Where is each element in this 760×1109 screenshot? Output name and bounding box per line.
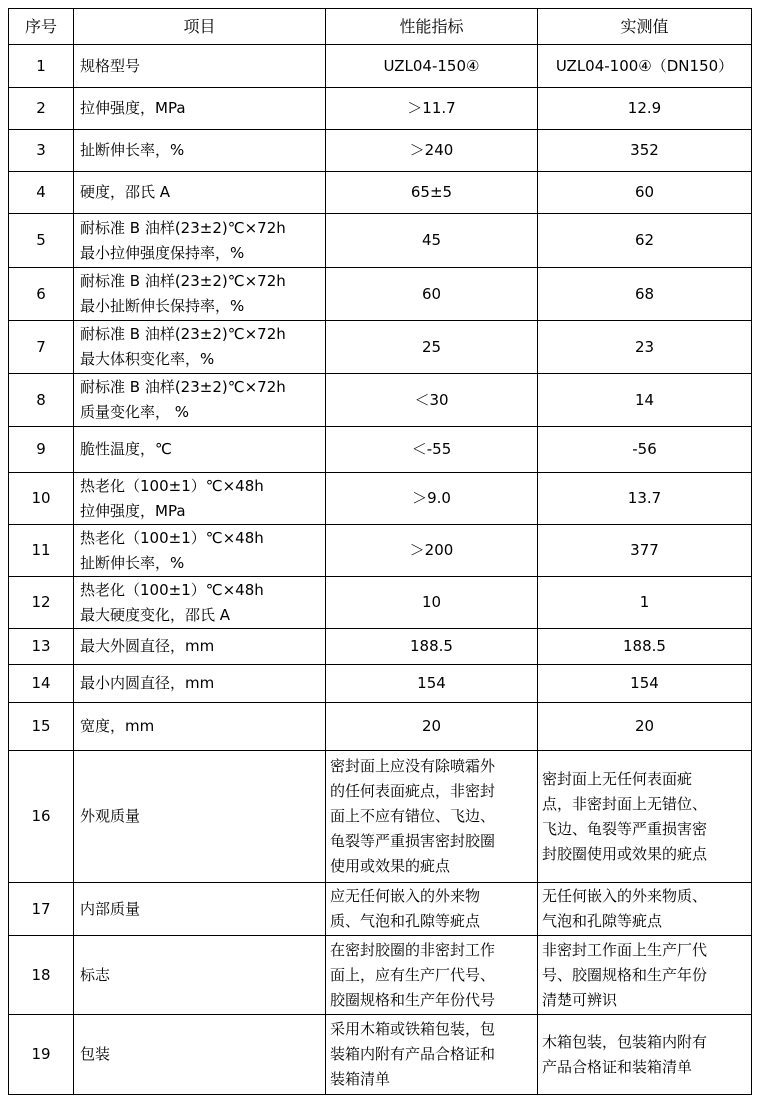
spec-cell-line: 装箱内附有产品合格证和: [330, 1045, 496, 1063]
spec-cell: [326, 130, 538, 172]
measured-cell-line: 飞边、龟裂等严重损害密: [542, 819, 708, 838]
measured-cell: [538, 525, 752, 577]
item-cell-line: 外观质量: [80, 807, 141, 825]
measured-cell: [538, 577, 752, 629]
spec-cell-line: 面上不应有错位、飞边、: [330, 807, 496, 825]
spec-cell-line: 60: [421, 284, 442, 303]
table-row: [9, 525, 752, 577]
spec-cell-line: 65±5: [410, 183, 453, 201]
item-cell-line: 宽度，mm: [80, 717, 155, 735]
measured-cell-line: UZL04-100④（DN150）: [555, 56, 734, 75]
row-number: 16: [9, 751, 74, 883]
measured-cell-line: 气泡和孔隙等疵点: [542, 912, 663, 930]
measured-cell-line: 无任何嵌入的外来物质、: [542, 887, 708, 905]
spec-cell-line: 20: [421, 717, 442, 735]
spec-cell-line: 龟裂等严重损害密封胶圈: [330, 832, 496, 850]
item-cell: [74, 629, 326, 665]
measured-cell: [538, 703, 752, 751]
item-cell: [74, 883, 326, 936]
row-number: 19: [9, 1015, 74, 1095]
table-row: [9, 88, 752, 130]
row-number: 18: [9, 936, 74, 1015]
table-row: [9, 629, 752, 665]
table-row: [9, 577, 752, 629]
item-cell-line: 热老化（100±1）℃×48h: [80, 476, 264, 495]
item-cell-line: 脆性温度，℃: [80, 440, 172, 458]
spec-cell-line: 25: [421, 337, 442, 356]
item-cell: [74, 45, 326, 88]
spec-cell: [326, 577, 538, 629]
measured-cell: [538, 427, 752, 473]
row-number: 3: [9, 130, 74, 172]
spec-cell-line: 的任何表面疵点，非密封: [330, 782, 496, 800]
measured-cell: [538, 214, 752, 268]
spec-cell-line: ＜30: [414, 390, 449, 409]
spec-cell: [326, 1015, 538, 1095]
row-number: 17: [9, 883, 74, 936]
spec-table: [8, 8, 752, 1095]
spec-cell: [326, 473, 538, 525]
measured-cell: [538, 665, 752, 703]
measured-cell-line: 非密封工作面上生产厂代: [542, 940, 708, 959]
item-cell-line: 耐标准 B 油样(23±2)℃×72h: [80, 325, 286, 343]
spec-cell: [326, 703, 538, 751]
table-row: [9, 374, 752, 427]
spec-cell: [326, 629, 538, 665]
item-cell-line: 最大外圆直径，mm: [80, 637, 215, 655]
item-cell-line: 热老化（100±1）℃×48h: [80, 528, 264, 547]
item-cell-line: 拉伸强度，MPa: [80, 99, 186, 117]
item-cell-line: 标志: [80, 965, 111, 984]
item-cell-line: 热老化（100±1）℃×48h: [80, 580, 264, 599]
item-cell-line: 最小内圆直径，mm: [80, 674, 215, 692]
table-row: [9, 214, 752, 268]
spec-cell-line: ＞11.7: [407, 99, 456, 117]
measured-cell-line: 154: [630, 674, 659, 692]
spec-cell-line: 10: [421, 593, 442, 611]
measured-cell-line: 377: [630, 541, 659, 559]
row-number: 10: [9, 473, 74, 525]
table-row: [9, 665, 752, 703]
item-cell: [74, 525, 326, 577]
measured-cell-line: 352: [630, 141, 659, 159]
item-cell-line: 包装: [80, 1045, 111, 1063]
item-cell-line: 耐标准 B 油样(23±2)℃×72h: [80, 218, 286, 237]
table-row: [9, 1015, 752, 1095]
spec-cell-line: 采用木箱或铁箱包装，包: [330, 1020, 496, 1038]
header-row: [9, 9, 752, 45]
measured-cell: [538, 1015, 752, 1095]
row-number: 1: [9, 45, 74, 88]
measured-cell: [538, 629, 752, 665]
measured-cell: [538, 130, 752, 172]
row-number: 2: [9, 88, 74, 130]
item-cell: [74, 130, 326, 172]
measured-cell-line: 62: [634, 231, 655, 249]
measured-cell-line: 点，非密封面上无错位、: [542, 794, 708, 813]
measured-cell-line: -56: [632, 440, 657, 458]
measured-cell-line: 12.9: [627, 99, 662, 117]
spec-cell-line: 188.5: [410, 637, 453, 655]
item-cell: [74, 427, 326, 473]
item-cell: [74, 703, 326, 751]
item-cell: [74, 172, 326, 214]
spec-cell-line: ＞240: [409, 141, 454, 159]
item-cell: [74, 268, 326, 321]
row-number: 4: [9, 172, 74, 214]
item-cell-line: 拉伸强度，MPa: [80, 501, 186, 520]
measured-cell-line: 188.5: [623, 637, 666, 655]
spec-cell: [326, 525, 538, 577]
item-cell-line: 内部质量: [80, 899, 141, 918]
item-cell: [74, 936, 326, 1015]
measured-cell-line: 68: [634, 284, 655, 303]
table-row: [9, 172, 752, 214]
measured-cell-line: 20: [634, 717, 655, 735]
measured-cell-line: 1: [639, 593, 650, 611]
spec-cell-line: 154: [417, 674, 446, 692]
header-no: 序号: [9, 9, 74, 45]
spec-cell-line: 质、气泡和孔隙等疵点: [330, 912, 481, 930]
item-cell: [74, 374, 326, 427]
spec-cell-line: 使用或效果的疵点: [330, 857, 451, 875]
item-cell-line: 最小拉伸强度保持率，%: [80, 243, 245, 262]
spec-cell: [326, 751, 538, 883]
table-row: [9, 45, 752, 88]
item-cell: [74, 214, 326, 268]
measured-cell-line: 60: [634, 183, 655, 201]
header-item: 项目: [74, 9, 326, 45]
measured-cell-line: 14: [634, 390, 655, 409]
row-number: 8: [9, 374, 74, 427]
measured-cell: [538, 321, 752, 374]
table-row: [9, 268, 752, 321]
measured-cell-line: 号、胶圈规格和生产年份: [542, 965, 708, 984]
spec-cell-line: 面上，应有生产厂代号、: [330, 965, 496, 984]
item-cell-line: 质量变化率， %: [80, 403, 190, 421]
measured-cell-line: 封胶圈使用或效果的疵点: [542, 844, 708, 863]
measured-cell: [538, 45, 752, 88]
item-cell-line: 最大体积变化率，%: [80, 350, 215, 368]
spec-cell: [326, 883, 538, 936]
spec-cell-line: UZL04-150④: [383, 56, 480, 75]
spec-cell-line: 装箱清单: [330, 1070, 391, 1088]
row-number: 12: [9, 577, 74, 629]
spec-cell: [326, 321, 538, 374]
table-row: [9, 936, 752, 1015]
measured-cell: [538, 172, 752, 214]
row-number: 7: [9, 321, 74, 374]
spec-cell: [326, 665, 538, 703]
item-cell: [74, 751, 326, 883]
item-cell-line: 扯断伸长率，%: [80, 141, 185, 159]
measured-cell-line: 产品合格证和装箱清单: [542, 1057, 693, 1076]
row-number: 9: [9, 427, 74, 473]
table-row: [9, 130, 752, 172]
table-row: [9, 473, 752, 525]
spec-cell: [326, 214, 538, 268]
measured-cell-line: 23: [634, 337, 655, 356]
spec-cell-line: 在密封胶圈的非密封工作: [330, 940, 496, 959]
item-cell: [74, 577, 326, 629]
spec-cell-line: 应无任何嵌入的外来物: [330, 887, 481, 905]
measured-cell: [538, 751, 752, 883]
measured-cell-line: 13.7: [627, 489, 662, 507]
table-row: [9, 751, 752, 883]
spec-cell: [326, 172, 538, 214]
row-number: 11: [9, 525, 74, 577]
spec-cell-line: 胶圈规格和生产年份代号: [330, 990, 496, 1009]
item-cell: [74, 88, 326, 130]
table-row: [9, 427, 752, 473]
table-row: [9, 883, 752, 936]
item-cell: [74, 665, 326, 703]
item-cell-line: 规格型号: [80, 56, 141, 75]
measured-cell-line: 清楚可辨识: [542, 990, 618, 1009]
measured-cell-line: 密封面上无任何表面疵: [542, 769, 693, 788]
item-cell-line: 最大硬度变化，邵氏 A: [80, 605, 231, 624]
spec-cell: [326, 374, 538, 427]
table-row: [9, 703, 752, 751]
item-cell-line: 耐标准 B 油样(23±2)℃×72h: [80, 378, 286, 396]
header-spec: 性能指标: [326, 9, 538, 45]
row-number: 14: [9, 665, 74, 703]
spec-cell-line: ＜-55: [411, 440, 452, 458]
row-number: 6: [9, 268, 74, 321]
spec-cell: [326, 45, 538, 88]
spec-cell: [326, 427, 538, 473]
spec-cell-line: ＞9.0: [412, 489, 451, 507]
table-row: [9, 321, 752, 374]
header-measured: 实测值: [538, 9, 752, 45]
spec-cell: [326, 268, 538, 321]
item-cell-line: 扯断伸长率，%: [80, 553, 185, 572]
measured-cell: [538, 883, 752, 936]
item-cell-line: 耐标准 B 油样(23±2)℃×72h: [80, 272, 286, 290]
spec-cell-line: ＞200: [409, 541, 454, 559]
measured-cell-line: 木箱包装，包装箱内附有: [542, 1032, 708, 1051]
measured-cell: [538, 473, 752, 525]
item-cell-line: 硬度，邵氏 A: [80, 183, 171, 201]
spec-cell-line: 45: [421, 231, 442, 249]
row-number: 5: [9, 214, 74, 268]
spec-cell: [326, 88, 538, 130]
measured-cell: [538, 936, 752, 1015]
measured-cell: [538, 268, 752, 321]
item-cell: [74, 1015, 326, 1095]
measured-cell: [538, 374, 752, 427]
row-number: 15: [9, 703, 74, 751]
item-cell: [74, 473, 326, 525]
item-cell: [74, 321, 326, 374]
spec-cell-line: 密封面上应没有除喷霜外: [330, 757, 496, 775]
measured-cell: [538, 88, 752, 130]
item-cell-line: 最小扯断伸长保持率，%: [80, 297, 245, 315]
row-number: 13: [9, 629, 74, 665]
spec-cell: [326, 936, 538, 1015]
